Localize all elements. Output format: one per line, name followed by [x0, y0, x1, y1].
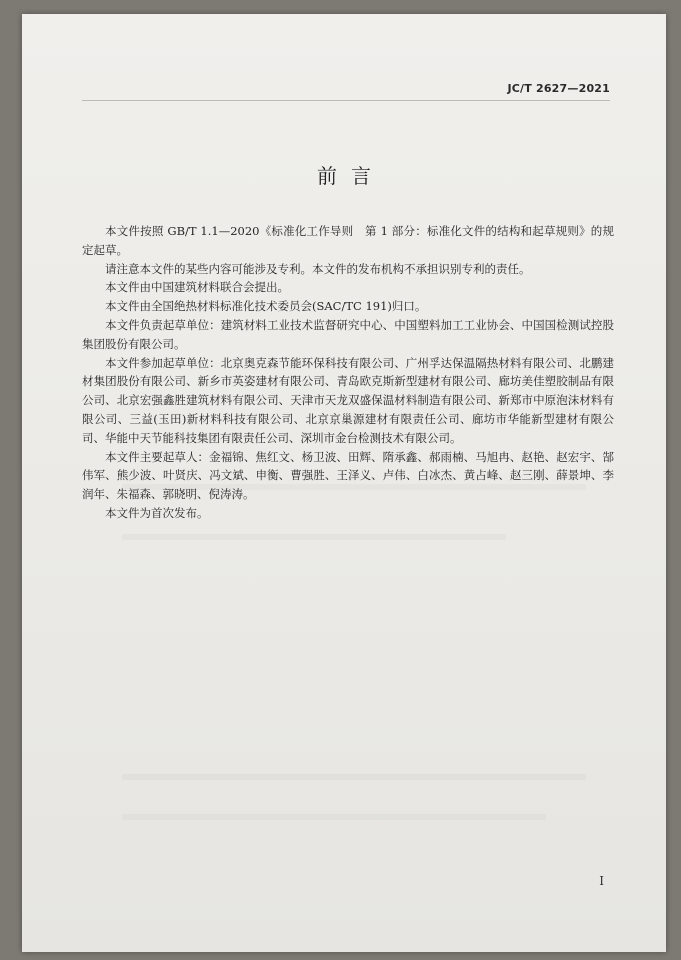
paragraph-drafting-rules: 本文件按照 GB/T 1.1—2020《标准化工作导则 第 1 部分：标准化文件的结构和起草规则》的规定起草。	[82, 224, 614, 257]
page-number: I	[599, 874, 604, 888]
page-title: 前言	[317, 164, 385, 188]
document-page	[22, 14, 666, 952]
header-rule	[82, 100, 610, 101]
paragraph-lead-drafters: 本文件负责起草单位：建筑材料工业技术监督研究中心、中国塑料加工工业协会、中国国检测试控股集团股份有限公司。	[82, 317, 614, 351]
paragraph-committee: 本文件由全国绝热材料标准化技术委员会(SAC/TC 191)归口。	[105, 299, 427, 314]
standard-code: JC/T 2627—2021	[507, 82, 610, 95]
bleed-through-shadow	[122, 814, 546, 820]
paragraph-patent-notice: 请注意本文件的某些内容可能涉及专利。本文件的发布机构不承担识别专利的责任。	[105, 261, 531, 276]
foreword-body	[82, 222, 614, 523]
bleed-through-shadow	[122, 534, 506, 540]
bleed-through-shadow	[122, 774, 586, 780]
paragraph-participating-drafters: 本文件参加起草单位：北京奥克森节能环保科技有限公司、广州孚达保温隔热材料有限公司、北鹏建材集团股份有限公司、新乡市英姿建材有限公司、青岛欧克斯新型建材有限公司、廊坊美佳塑胶制品有限公司、北京宏强鑫胜建筑材料有限公司、天津市天龙双盛保温材料制造有限公司、新郑市中原泡沫材料有限公司、三益(玉田)新材料科技有限公司、北京京巢源建材有限责任公司、廊坊市华能新型建材有限公司、华能中天节能科技集团有限责任公司、深圳市金台检测技术有限公司。	[82, 355, 614, 445]
paragraph-first-release: 本文件为首次发布。	[105, 505, 209, 520]
paragraph-main-authors: 本文件主要起草人：金福锦、焦红文、杨卫波、田辉、隋承鑫、郝雨楠、马旭冉、赵艳、赵宏宇、郜伟军、熊少波、叶贤庆、冯文斌、申衡、曹强胜、王泽义、卢伟、白冰杰、黄占峰、赵三刚、薛景坤、李润年、朱福森、郭晓明、倪涛涛。	[82, 449, 614, 502]
paragraph-proposer: 本文件由中国建筑材料联合会提出。	[105, 280, 289, 295]
